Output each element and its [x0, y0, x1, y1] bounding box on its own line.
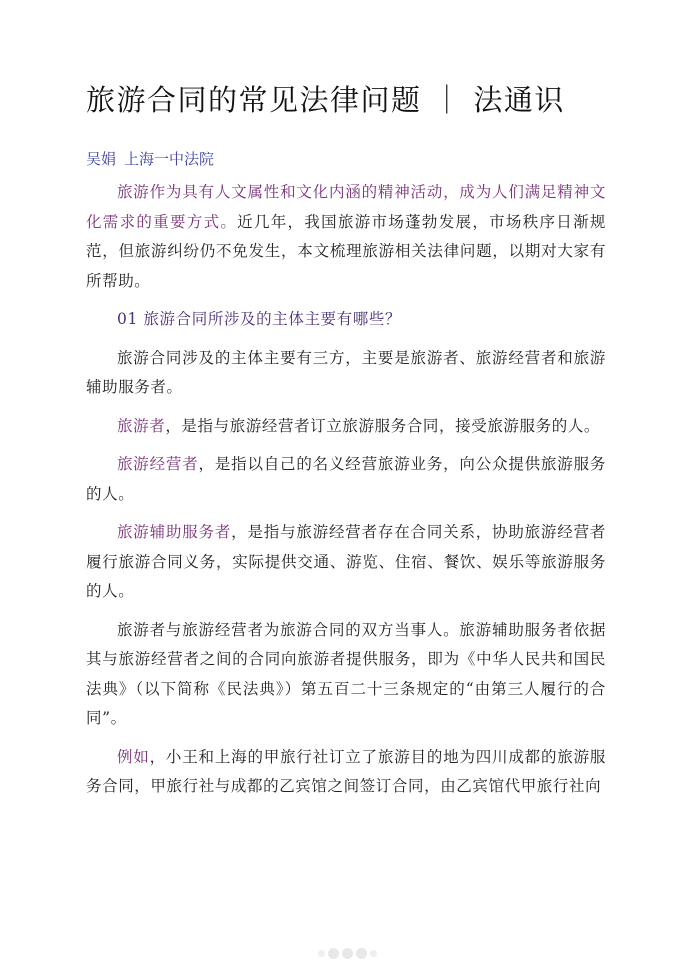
example-term: 例如 — [117, 747, 150, 766]
article-body — [86, 178, 606, 811]
tourist-term: 旅游者 — [117, 416, 166, 435]
author-name: 吴娟 — [86, 150, 117, 168]
example-paragraph — [86, 743, 606, 802]
operator-term: 旅游经营者 — [117, 455, 199, 473]
auxiliary-definition — [86, 518, 606, 607]
watermark-dot — [356, 948, 367, 959]
example-text: ，小王和上海的甲旅行社订立了旅游目的地为四川成都的旅游服务合同，甲旅行社与成都的乙宾馆之间签订合同，由乙宾馆代甲旅行社向 — [86, 747, 606, 795]
article-title: 旅游合同的常见法律问题 ｜ 法通识 — [86, 83, 565, 117]
watermark-dot — [318, 950, 325, 957]
auxiliary-def-text: ，是指与旅游经营者存在合同关系，协助旅游经营者履行旅游合同义务，实际提供交通、游览、住宿、餐饮、娱乐等旅游服务的人。 — [86, 523, 606, 600]
intro-text: 近几年，我国旅游市场蓬勃发展，市场秩序日渐规范，但旅游纠纷仍不免发生，本文梳理旅游相关法律问题，以期对大家有所帮助。 — [86, 212, 606, 290]
operator-def-text: ，是指以自己的名义经营旅游业务，向公众提供旅游服务的人。 — [86, 455, 606, 503]
watermark-dots — [302, 946, 392, 960]
author-org: 上海一中法院 — [124, 150, 215, 168]
subjects-paragraph: 旅游合同涉及的主体主要有三方，主要是旅游者、旅游经营者和旅游辅助服务者。 — [86, 348, 606, 396]
auxiliary-term: 旅游辅助服务者 — [117, 523, 232, 541]
watermark-dot — [328, 948, 339, 959]
tourist-definition — [86, 412, 606, 442]
section-heading-01: 01 旅游合同所涉及的主体主要有哪些？ — [117, 310, 402, 328]
watermark-dot — [342, 948, 353, 959]
tourist-def-text: ，是指与旅游经营者订立旅游服务合同，接受旅游服务的人。 — [165, 416, 601, 435]
parties-paragraph: 旅游者与旅游经营者为旅游合同的双方当事人。旅游辅助服务者依据其与旅游经营者之间的合同向旅游者提供服务，即为《中华人民共和国民法典》（以下简称《民法典》）第五百二十三条规定的“由第三人履行的合同”。 — [86, 620, 606, 727]
watermark-dot — [370, 950, 377, 957]
intro-highlight: 旅游作为具有人文属性和文化内涵的精神活动，成为人们满足精神文化需求的重要方式。 — [86, 183, 606, 231]
author-line — [86, 148, 214, 169]
operator-definition — [86, 450, 606, 509]
intro-paragraph — [86, 178, 606, 296]
